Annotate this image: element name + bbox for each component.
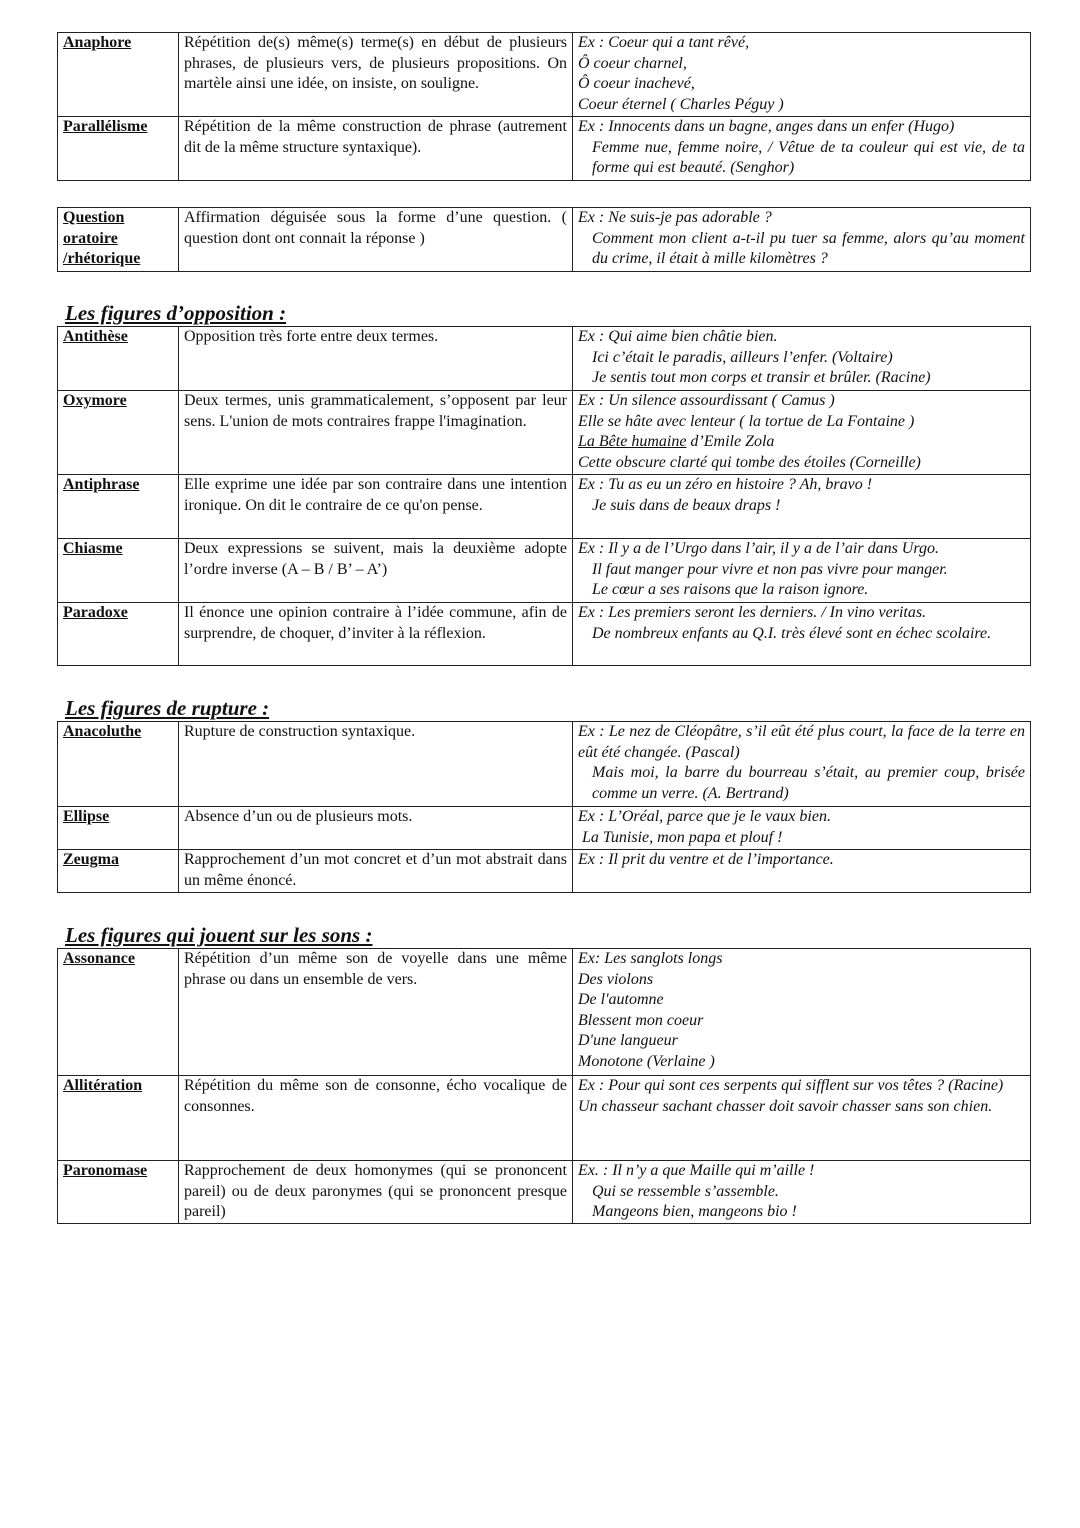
example-line: Ex : Il prit du ventre et de l’importance. bbox=[578, 851, 834, 868]
example bbox=[573, 1076, 1031, 1161]
example bbox=[573, 33, 1031, 117]
table-row bbox=[58, 722, 1031, 807]
definition: Absence d’un ou de plusieurs mots. bbox=[179, 807, 573, 850]
term-antithese: Antithèse bbox=[58, 327, 179, 391]
table-row bbox=[58, 208, 1031, 272]
table-rupture bbox=[57, 721, 1031, 893]
example-line: Ici c’était le paradis, ailleurs l’enfer. (Voltaire) bbox=[592, 348, 893, 366]
term-zeugma: Zeugma bbox=[58, 850, 179, 893]
example-line: Comment mon client a-t-il pu tuer sa femme, alors qu’au moment du crime, il était à mille kilomètres ? bbox=[592, 229, 1025, 267]
example-line: La Tunisie, mon papa et plouf ! bbox=[582, 828, 783, 846]
example-line: Ô coeur inachevé, bbox=[578, 75, 695, 92]
table-row bbox=[58, 1076, 1031, 1161]
example-line: Ô coeur charnel, bbox=[578, 54, 687, 72]
table-opposition bbox=[57, 326, 1031, 666]
figures-de-style-sheet bbox=[57, 32, 1031, 1224]
table-row bbox=[58, 475, 1031, 539]
example-line: Ex : Innocents dans un bagne, anges dans un enfer (Hugo) bbox=[578, 118, 955, 135]
example bbox=[573, 391, 1031, 475]
table-row bbox=[58, 850, 1031, 893]
example-line: Mais moi, la barre du bourreau s’était, au premier coup, brisée comme un verre. (A. Bertrand) bbox=[592, 764, 1025, 802]
example-line: Femme nue, femme noire, / Vêtue de ta couleur qui est vie, de ta forme qui est beauté. (Senghor) bbox=[592, 138, 1025, 176]
term-chiasme: Chiasme bbox=[58, 539, 179, 603]
example-line: Ex: Les sanglots longs bbox=[578, 950, 723, 967]
table-row bbox=[58, 603, 1031, 666]
example bbox=[573, 208, 1031, 272]
term-assonance: Assonance bbox=[58, 949, 179, 1076]
example bbox=[573, 327, 1031, 391]
example-line: Blessent mon coeur bbox=[578, 1011, 704, 1029]
book-title: La Bête humaine bbox=[578, 433, 687, 450]
example-line: Qui se ressemble s’assemble. bbox=[592, 1182, 779, 1200]
example bbox=[573, 949, 1031, 1076]
table-row bbox=[58, 807, 1031, 850]
definition: Deux termes, unis grammaticalement, s’opposent par leur sens. L'union de mots contraires frappe l'imagination. bbox=[179, 391, 573, 475]
example-line: Cette obscure clarté qui tombe des étoiles (Corneille) bbox=[578, 453, 921, 471]
example-line: Mangeons bien, mangeons bio ! bbox=[592, 1203, 797, 1220]
example-line: Ex : Un silence assourdissant ( Camus ) bbox=[578, 392, 835, 409]
example-line: Ex : Tu as eu un zéro en histoire ? Ah, bravo ! bbox=[578, 476, 873, 493]
term-parallelisme: Parallélisme bbox=[58, 117, 179, 181]
section-title-opposition: Les figures d’opposition : bbox=[65, 301, 287, 325]
term-oxymore: Oxymore bbox=[58, 391, 179, 475]
term-antiphrase: Antiphrase bbox=[58, 475, 179, 539]
example bbox=[573, 1161, 1031, 1224]
term-paradoxe: Paradoxe bbox=[58, 603, 179, 666]
definition: Deux expressions se suivent, mais la deuxième adopte l’ordre inverse (A – B / B’ – A’) bbox=[179, 539, 573, 603]
example-line: Ex : Le nez de Cléopâtre, s’il eût été plus court, la face de la terre en eût été changée. (Pascal) bbox=[578, 723, 1025, 761]
definition: Répétition du même son de consonne, écho vocalique de consonnes. bbox=[179, 1076, 573, 1161]
example-line: Un chasseur sachant chasser doit savoir chasser sans son chien. bbox=[578, 1097, 993, 1115]
example bbox=[573, 539, 1031, 603]
example bbox=[573, 475, 1031, 539]
definition: Rapprochement d’un mot concret et d’un mot abstrait dans un même énoncé. bbox=[179, 850, 573, 893]
example-line: Il faut manger pour vivre et non pas vivre pour manger. bbox=[592, 560, 948, 578]
table-row bbox=[58, 117, 1031, 181]
example bbox=[573, 807, 1031, 850]
example-line: Le cœur a ses raisons que la raison ignore. bbox=[592, 581, 869, 598]
table-row bbox=[58, 539, 1031, 603]
table-row bbox=[58, 949, 1031, 1076]
section-title-sons: Les figures qui jouent sur les sons : bbox=[65, 923, 373, 947]
example-line: D'une langueur bbox=[578, 1032, 678, 1049]
example-line: Je sentis tout mon corps et transir et brûler. (Racine) bbox=[592, 369, 931, 386]
definition: Elle exprime une idée par son contraire dans une intention ironique. On dit le contraire de ce qu'on pense. bbox=[179, 475, 573, 539]
table-row bbox=[58, 1161, 1031, 1224]
example bbox=[573, 603, 1031, 666]
example-line: Ex : Qui aime bien châtie bien. bbox=[578, 328, 778, 345]
example-line: Coeur éternel ( Charles Péguy ) bbox=[578, 95, 784, 113]
table-sons bbox=[57, 948, 1031, 1224]
example-line: Elle se hâte avec lenteur ( la tortue de La Fontaine ) bbox=[578, 412, 915, 430]
definition: Répétition de(s) même(s) terme(s) en début de plusieurs phrases, de plusieurs vers, de plusieurs propositions. On martèle ainsi une idée, on insiste, on souligne. bbox=[179, 33, 573, 117]
example-line: Des violons bbox=[578, 970, 654, 988]
example-line: Ex : Ne suis-je pas adorable ? bbox=[578, 209, 772, 226]
example bbox=[573, 722, 1031, 807]
example-line: De l'automne bbox=[578, 991, 664, 1008]
term-paronomase: Paronomase bbox=[58, 1161, 179, 1224]
example-line: Ex : Il y a de l’Urgo dans l’air, il y a de l’air dans Urgo. bbox=[578, 540, 939, 557]
example-line: De nombreux enfants au Q.I. très élevé sont en échec scolaire. bbox=[592, 624, 992, 642]
example-line: La Bête humaine d’Emile Zola bbox=[578, 433, 775, 450]
definition: Rupture de construction syntaxique. bbox=[179, 722, 573, 807]
example-line: Ex. : Il n’y a que Maille qui m’aille ! bbox=[578, 1162, 815, 1179]
table-row bbox=[58, 33, 1031, 117]
example-line: Monotone (Verlaine ) bbox=[578, 1052, 715, 1070]
table-repetition bbox=[57, 32, 1031, 181]
table-row bbox=[58, 327, 1031, 391]
term-anaphore: Anaphore bbox=[58, 33, 179, 117]
definition: Opposition très forte entre deux termes. bbox=[179, 327, 573, 391]
example bbox=[573, 117, 1031, 181]
example-line: Je suis dans de beaux draps ! bbox=[592, 496, 781, 514]
term-alliteration: Allitération bbox=[58, 1076, 179, 1161]
definition: Répétition d’un même son de voyelle dans une même phrase ou dans un ensemble de vers. bbox=[179, 949, 573, 1076]
definition: Rapprochement de deux homonymes (qui se prononcent pareil) ou de deux paronymes (qui se prononcent presque pareil) bbox=[179, 1161, 573, 1224]
example-line: Ex : L’Oréal, parce que je le vaux bien. bbox=[578, 808, 831, 825]
definition: Affirmation déguisée sous la forme d’une question. ( question dont ont connait la réponse ) bbox=[179, 208, 573, 272]
table-question-oratoire bbox=[57, 207, 1031, 272]
example-line: Ex : Les premiers seront les derniers. / In vino veritas. bbox=[578, 604, 927, 621]
definition: Il énonce une opinion contraire à l’idée commune, afin de surprendre, de choquer, d’inviter à la réflexion. bbox=[179, 603, 573, 666]
definition: Répétition de la même construction de phrase (autrement dit de la même structure syntaxique). bbox=[179, 117, 573, 181]
section-title-rupture: Les figures de rupture : bbox=[65, 696, 270, 720]
table-row bbox=[58, 391, 1031, 475]
example bbox=[573, 850, 1031, 893]
example-line: Ex : Pour qui sont ces serpents qui sifflent sur vos têtes ? (Racine) bbox=[578, 1077, 1004, 1094]
term-ellipse: Ellipse bbox=[58, 807, 179, 850]
example-line: Ex : Coeur qui a tant rêvé, bbox=[578, 34, 750, 51]
term-question-oratoire: Question oratoire /rhétorique bbox=[58, 208, 179, 272]
term-anacoluthe: Anacoluthe bbox=[58, 722, 179, 807]
